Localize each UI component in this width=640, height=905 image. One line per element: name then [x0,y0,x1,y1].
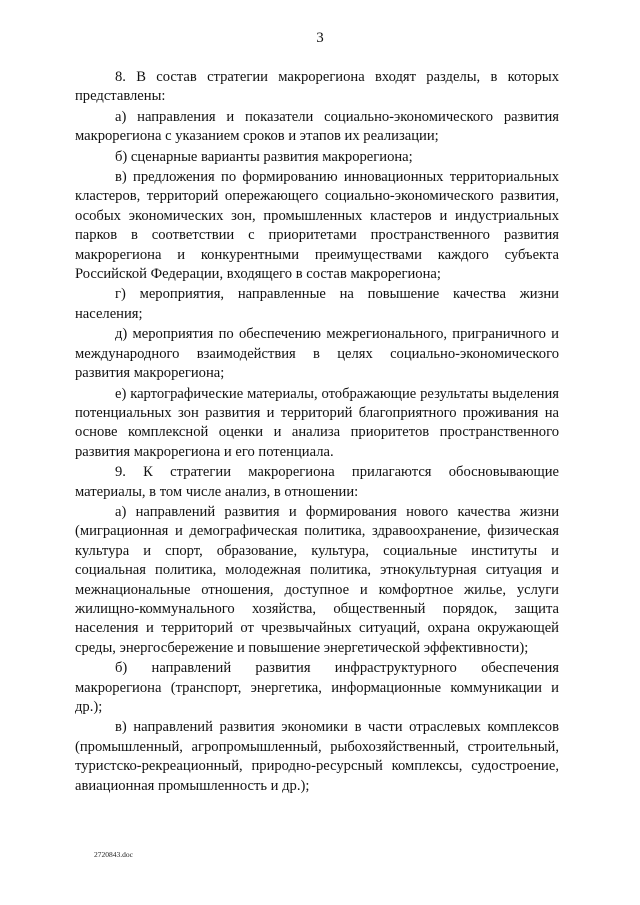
paragraph-item-8g: г) мероприятия, направленные на повышение качества жизни населения; [75,286,559,322]
paragraph-item-9b: б) направлений развития инфраструктурного обеспечения макрорегиона (транспорт, энергетика, информационные коммуникации и др.); [75,660,559,715]
paragraph-item-9: 9. К стратегии макрорегиона прилагаются обосновывающие материалы, в том числе анализ, в отношении: [75,464,559,500]
paragraph-item-8v: в) предложения по формированию инновационных территориальных кластеров, территорий опережающего социально-экономического развития, особых экономических зон, промышленных кластеров и индустриальных парков в соответствии с приоритетами пространственного развития макрорегиона и конкурентными преимуществами каждого субъекта Российской Федерации, входящего в состав макрорегиона; [75,169,559,283]
document-file-code: 2720843.doc [94,850,133,859]
document-body [75,68,559,797]
paragraph-item-8: 8. В состав стратегии макрорегиона входят разделы, в которых представлены: [75,69,559,105]
page-number: 3 [316,30,324,46]
paragraph-item-8b: б) сценарные варианты развития макрорегиона; [115,148,413,165]
paragraph-item-8a: а) направления и показатели социально-экономического развития макрорегиона с указанием сроков и этапов их реализации; [75,108,559,145]
paragraph-item-9v: в) направлений развития экономики в части отраслевых комплексов (промышленный, агропромышленный, рыбохозяйственный, строительный, туристско-рекреационный, природно-ресурсный комплексы, судостроение, авиационная промышленность и др.); [75,719,559,794]
paragraph-item-9a: а) направлений развития и формирования нового качества жизни (миграционная и демографическая политика, здравоохранение, физическая культура и спорт, образование, культура, социальные институты и социальная политика, молодежная политика, этнокультурная ситуация и межнациональные отношения, доступное и комфортное жилье, услуги жилищно-коммунального хозяйства, общественный порядок, защита населения и территорий от чрезвычайных ситуаций, охрана окружающей среды, энергосбережение и повышение энергетической эффективности); [75,503,559,656]
paragraph-item-8e: е) картографические материалы, отображающие результаты выделения потенциальных зон развития и территорий благоприятного проживания на основе комплексной оценки и анализа приоритетов пространственного развития макрорегиона и его потенциала. [75,385,559,460]
paragraph-item-8d: д) мероприятия по обеспечению межрегионального, приграничного и международного взаимодействия в целях социально-экономического развития макрорегиона; [75,326,559,382]
